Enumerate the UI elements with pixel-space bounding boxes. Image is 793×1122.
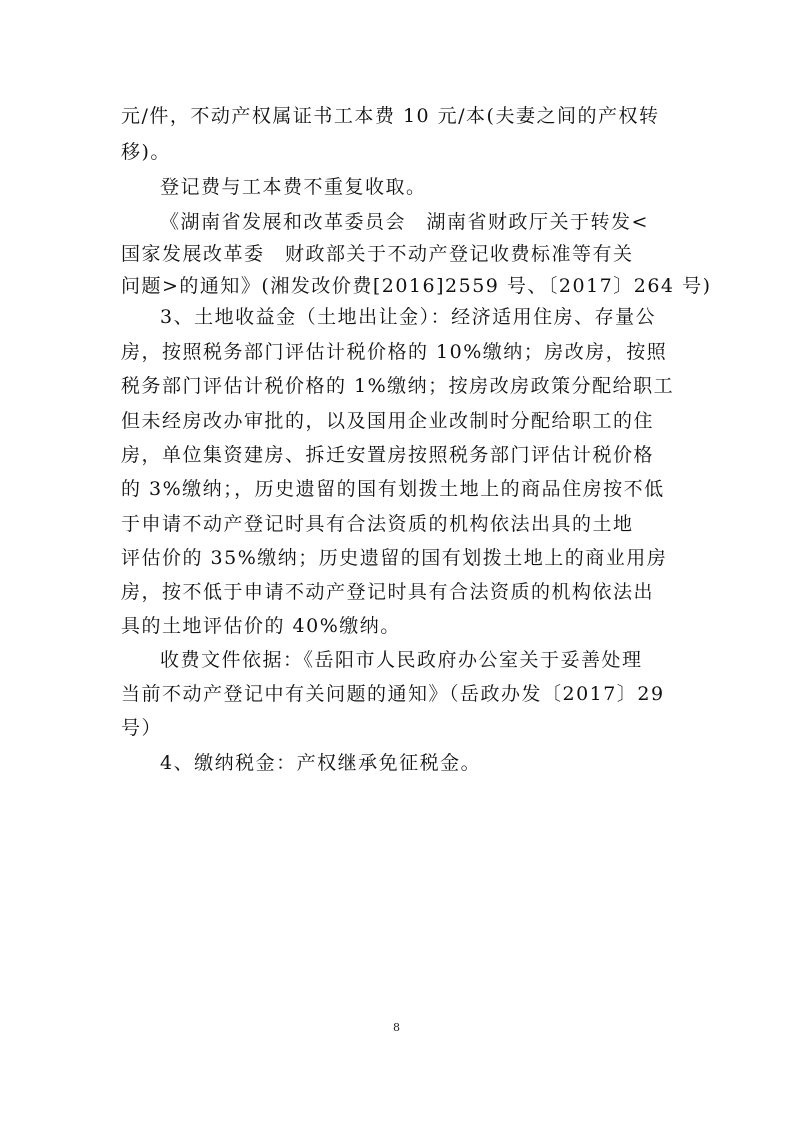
body-text-line: 房，单位集资建房、拆迁安置房按照税务部门评估计税价格 (121, 444, 655, 466)
page-number: 8 (393, 1021, 400, 1034)
body-text-line: 具的土地评估价的 40%缴纳。 (121, 615, 401, 637)
body-text-line: 3、土地收益金（土地出让金）：经济适用住房、存量公 (160, 306, 657, 328)
body-text-line: 房，按照税务部门评估计税价格的 10%缴纳；房改房，按照 (121, 341, 668, 363)
body-text-line: 号） (121, 717, 163, 739)
body-text-line: 评估价的 35%缴纳；历史遗留的国有划拨土地上的商业用房 (121, 547, 668, 569)
body-text-line: 移)。 (121, 141, 171, 163)
body-text-line: 问题>的通知》(湘发改价费[2016]2559 号、〔2017〕264 号) (121, 275, 712, 297)
body-text-line: 元/件，不动产权属证书工本费 10 元/本(夫妻之间的产权转 (121, 105, 660, 127)
body-text-line: 当前不动产登记中有关问题的通知》（岳政办发〔2017〕29 (121, 683, 665, 705)
body-text-line: 但未经房改办审批的，以及国用企业改制时分配给职工的住 (121, 410, 655, 432)
body-text-line: 4、缴纳税金：产权继承免征税金。 (160, 752, 482, 774)
body-text-line: 国家发展改革委 财政部关于不动产登记收费标准等有关 (121, 243, 634, 265)
body-text-line: 的 3%缴纳；，历史遗留的国有划拨土地上的商品住房按不低 (121, 478, 665, 500)
body-text-line: 税务部门评估计税价格的 1%缴纳；按房改房政策分配给职工 (121, 375, 675, 397)
body-text-line: 于申请不动产登记时具有合法资质的机构依法出具的土地 (121, 513, 634, 535)
body-text-line: 房，按不低于申请不动产登记时具有合法资质的机构依法出 (121, 581, 655, 603)
body-text-line: 登记费与工本费不重复收取。 (160, 176, 427, 198)
body-text-line: 《湖南省发展和改革委员会 湖南省财政厅关于转发< (160, 211, 649, 233)
body-text-line: 收费文件依据：《岳阳市人民政府办公室关于妥善处理 (160, 649, 643, 671)
